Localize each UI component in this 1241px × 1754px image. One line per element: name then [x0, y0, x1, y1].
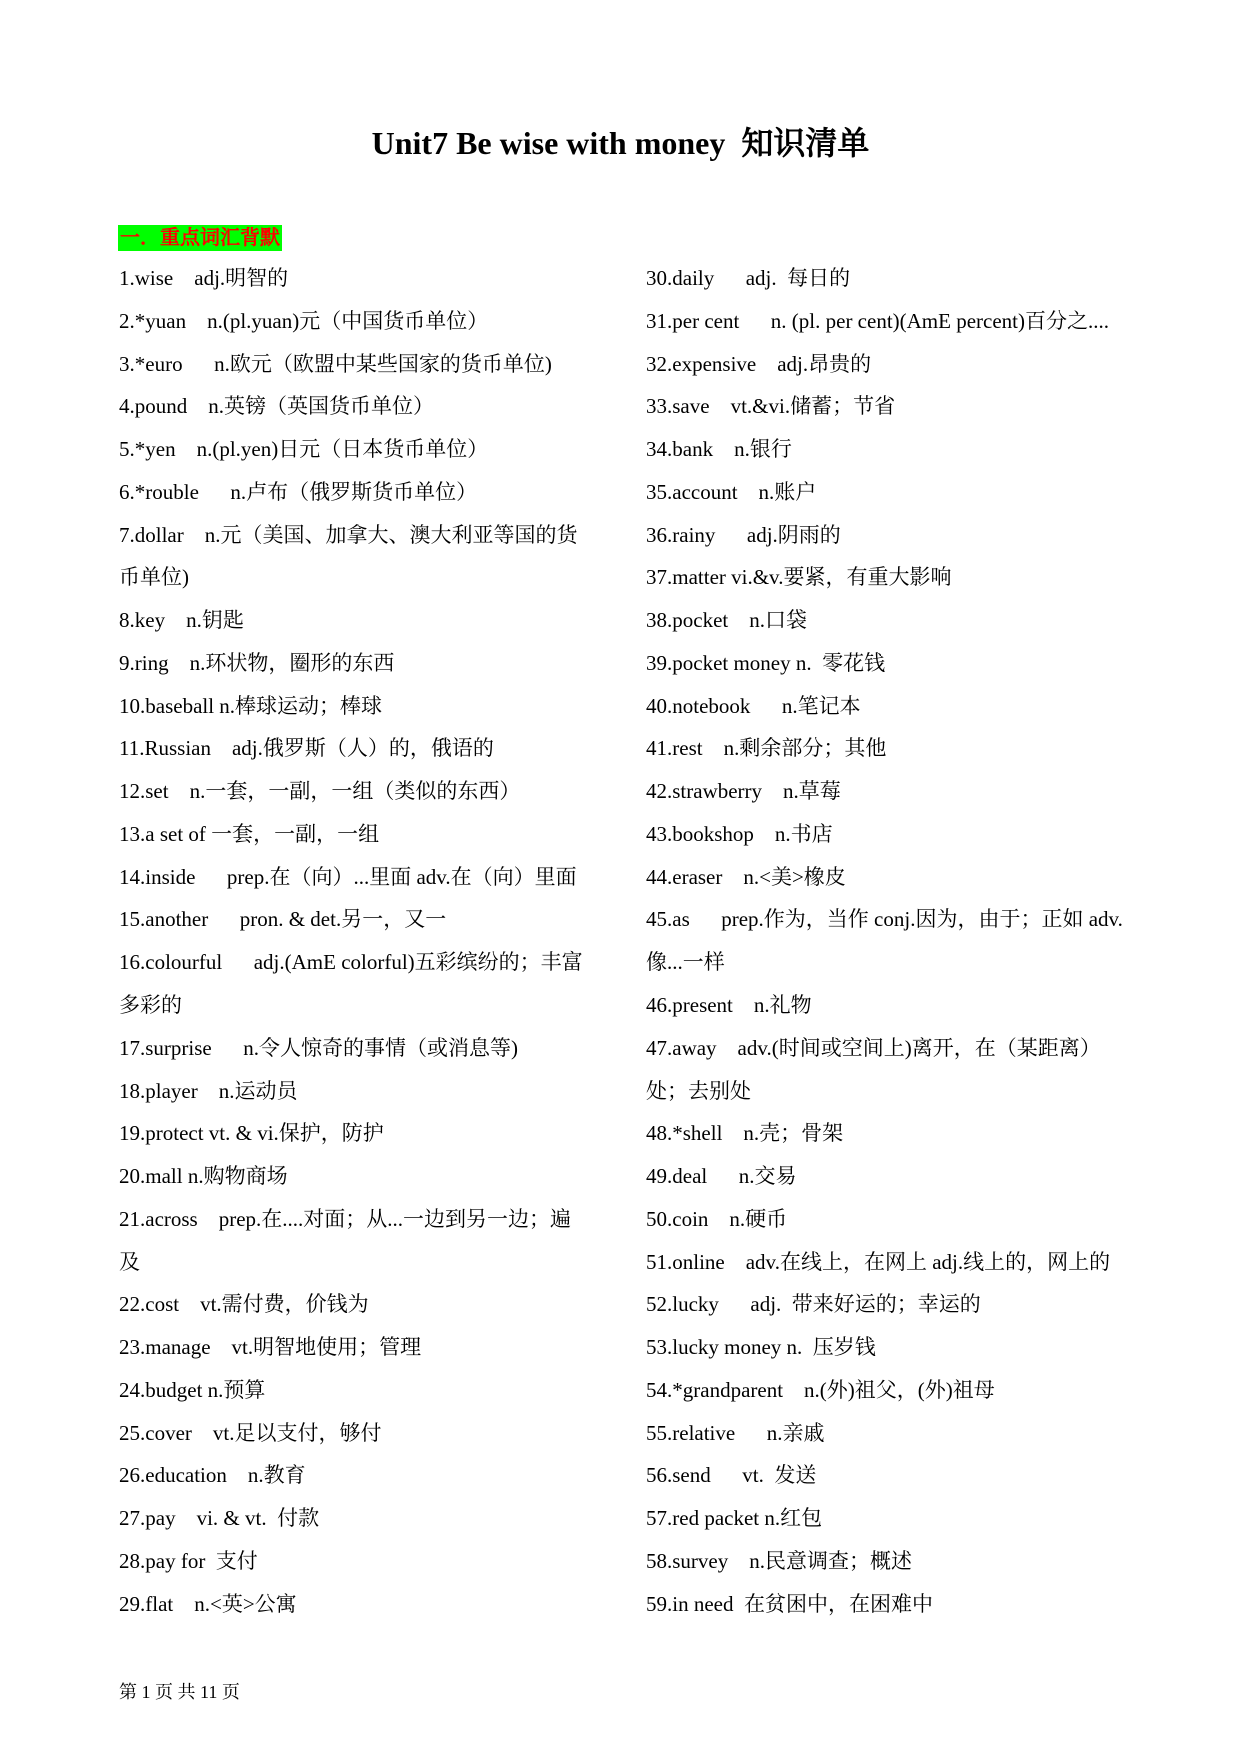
vocab-item: [646, 599, 1134, 642]
vocab-item: [646, 898, 1134, 984]
vocab-item-text: 6.*rouble n.卢布（俄罗斯货币单位）: [119, 479, 478, 504]
vocab-item-text: 33.save vt.&vi.储蓄；节省: [646, 394, 896, 419]
vocab-item-text: 18.player n.运动员: [119, 1078, 298, 1103]
vocab-item-text: 28.pay for 支付: [119, 1548, 258, 1573]
vocab-item-text: 52.lucky adj. 带来好运的；幸运的: [646, 1292, 981, 1317]
vocab-item: [119, 1155, 607, 1198]
vocab-item: [646, 385, 1134, 428]
vocab-item-text: 1.wise adj.明智的: [119, 266, 289, 290]
vocab-item-text: 30.daily adj. 每日的: [646, 266, 851, 290]
vocab-item: [646, 1112, 1134, 1155]
vocab-item-continuation: 处；去别处: [646, 1078, 751, 1103]
vocab-item: [646, 1540, 1134, 1583]
vocab-item: [646, 556, 1134, 599]
vocab-item-text: 22.cost vt.需付费，价钱为: [119, 1292, 369, 1317]
vocab-item: [119, 856, 607, 899]
vocab-item: [119, 1283, 607, 1326]
vocab-item-text: 32.expensive adj.昂贵的: [646, 351, 872, 376]
vocab-item: [119, 1112, 607, 1155]
vocab-item: [646, 642, 1134, 685]
vocab-item: [646, 813, 1134, 856]
vocab-item-text: 25.cover vt.足以支付，够付: [119, 1420, 382, 1445]
vocab-item-text: 59.in need 在贫困中，在困难中: [646, 1591, 933, 1616]
vocab-item-text: 12.set n.一套，一副，一组（类似的东西）: [119, 779, 521, 804]
vocab-item: [119, 514, 607, 600]
vocab-item: [119, 1070, 607, 1113]
vocab-item-text: 16.colourful adj.(AmE colorful)五彩缤纷的；丰富: [119, 950, 583, 975]
vocab-item-text: 8.key n.钥匙: [119, 608, 244, 633]
vocab-item: [119, 428, 607, 471]
vocab-item-text: 51.online adv.在线上，在网上 adj.线上的，网上的: [646, 1249, 1111, 1274]
vocab-item: [646, 1027, 1134, 1113]
vocab-item-text: 14.inside prep.在（向）...里面 adv.在（向）里面: [119, 864, 577, 889]
vocab-item-text: 10.baseball n.棒球运动；棒球: [119, 693, 383, 718]
vocab-item: [119, 1583, 607, 1626]
vocab-item-text: 35.account n.账户: [646, 479, 817, 504]
vocab-item-text: 19.protect vt. & vi.保护，防护: [119, 1121, 384, 1146]
vocab-item: [646, 1497, 1134, 1540]
vocab-item: [646, 1241, 1134, 1284]
vocab-item: [119, 1540, 607, 1583]
vocab-item-text: 17.surprise n.令人惊奇的事情（或消息等): [119, 1035, 518, 1060]
vocab-item-text: 48.*shell n.壳；骨架: [646, 1121, 844, 1146]
vocab-item: [646, 984, 1134, 1027]
vocab-item-text: 23.manage vt.明智地使用；管理: [119, 1335, 422, 1360]
vocab-item: [646, 343, 1134, 386]
vocab-item: [646, 257, 1134, 300]
vocab-item-text: 47.away adv.(时间或空间上)离开，在（某距离）: [646, 1035, 1101, 1060]
vocab-item: [646, 428, 1134, 471]
vocab-column-right: [646, 257, 1134, 1626]
vocab-item-text: 9.ring n.环状物，圈形的东西: [119, 650, 395, 675]
vocab-item: [646, 1454, 1134, 1497]
vocab-item: [646, 514, 1134, 557]
vocab-item: [646, 685, 1134, 728]
vocab-item: [646, 770, 1134, 813]
page-footer: 第 1 页 共 11 页: [119, 1682, 240, 1702]
vocab-item-text: 53.lucky money n. 压岁钱: [646, 1335, 876, 1360]
vocab-item-text: 24.budget n.预算: [119, 1377, 266, 1402]
vocab-item-text: 37.matter vi.&v.要紧，有重大影响: [646, 565, 952, 590]
vocab-item: [119, 941, 607, 1027]
vocab-item-text: 44.eraser n.<美>橡皮: [646, 864, 846, 889]
vocab-item-text: 38.pocket n.口袋: [646, 608, 807, 633]
vocab-item: [119, 300, 607, 343]
vocab-item: [646, 1283, 1134, 1326]
vocab-item-continuation: 像...一样: [646, 950, 725, 975]
vocab-item: [119, 898, 607, 941]
vocab-item-text: 50.coin n.硬币: [646, 1206, 788, 1231]
vocab-item-text: 29.flat n.<英>公寓: [119, 1591, 297, 1616]
vocab-item: [119, 1497, 607, 1540]
vocab-item-text: 7.dollar n.元（美国、加拿大、澳大利亚等国的货: [119, 522, 578, 547]
vocab-item-text: 11.Russian adj.俄罗斯（人）的，俄语的: [119, 736, 494, 761]
vocab-item-text: 54.*grandparent n.(外)祖父，(外)祖母: [646, 1377, 995, 1402]
vocab-item-text: 36.rainy adj.阴雨的: [646, 522, 841, 547]
vocab-item-continuation: 及: [119, 1249, 140, 1274]
vocab-item-text: 43.bookshop n.书店: [646, 821, 833, 846]
vocab-item-text: 20.mall n.购物商场: [119, 1164, 288, 1189]
vocab-item: [119, 1027, 607, 1070]
vocab-item-text: 31.per cent n. (pl. per cent)(AmE percent)百分之....: [646, 308, 1110, 333]
vocab-item: [119, 813, 607, 856]
vocab-item: [119, 1412, 607, 1455]
vocab-item-text: 21.across prep.在....对面；从...一边到另一边；遍: [119, 1206, 572, 1231]
vocab-item: [119, 257, 607, 300]
vocab-item-text: 2.*yuan n.(pl.yuan)元（中国货币单位）: [119, 308, 489, 333]
vocab-item: [646, 1326, 1134, 1369]
vocab-item: [119, 727, 607, 770]
vocab-item-text: 40.notebook n.笔记本: [646, 693, 861, 718]
vocab-item: [646, 1369, 1134, 1412]
vocab-item-text: 49.deal n.交易: [646, 1164, 797, 1189]
vocab-item-continuation: 多彩的: [119, 993, 182, 1018]
section-heading: 一．重点词汇背默: [120, 227, 280, 249]
vocab-item-text: 5.*yen n.(pl.yen)日元（日本货币单位）: [119, 437, 489, 462]
vocab-item: [646, 300, 1134, 343]
vocab-item-text: 4.pound n.英镑（英国货币单位）: [119, 394, 434, 419]
vocab-item-text: 3.*euro n.欧元（欧盟中某些国家的货币单位): [119, 351, 552, 376]
vocab-item-text: 39.pocket money n. 零花钱: [646, 650, 886, 675]
vocab-item: [119, 471, 607, 514]
vocab-item-text: 27.pay vi. & vt. 付款: [119, 1506, 320, 1531]
vocab-item-text: 46.present n.礼物: [646, 993, 812, 1018]
vocab-item-text: 58.survey n.民意调查；概述: [646, 1548, 912, 1573]
vocab-item-text: 41.rest n.剩余部分；其他: [646, 736, 887, 761]
vocab-item: [119, 1454, 607, 1497]
vocab-item: [646, 1412, 1134, 1455]
vocab-column-left: [119, 257, 607, 1626]
vocab-item: [646, 1198, 1134, 1241]
vocab-item: [119, 385, 607, 428]
vocab-item-text: 45.as prep.作为，当作 conj.因为，由于；正如 adv.: [646, 907, 1123, 932]
page-title: Unit7 Be wise with money 知识清单: [371, 125, 870, 161]
vocab-item-text: 13.a set of 一套，一副，一组: [119, 821, 380, 846]
vocab-item: [119, 1369, 607, 1412]
vocab-item: [646, 1155, 1134, 1198]
vocab-item: [119, 1326, 607, 1369]
vocab-item-continuation: 币单位): [119, 565, 189, 590]
vocab-item-text: 26.education n.教育: [119, 1463, 306, 1488]
vocab-item: [646, 471, 1134, 514]
vocab-item: [646, 856, 1134, 899]
vocab-item: [646, 1583, 1134, 1626]
vocab-item-text: 15.another pron. & det.另一，又一: [119, 907, 447, 932]
vocab-item-text: 34.bank n.银行: [646, 437, 792, 462]
vocab-item-text: 57.red packet n.红包: [646, 1506, 823, 1531]
vocab-item: [646, 727, 1134, 770]
vocab-item-text: 56.send vt. 发送: [646, 1463, 817, 1488]
vocab-item-text: 55.relative n.亲戚: [646, 1420, 825, 1445]
vocab-item: [119, 1198, 607, 1284]
vocab-item: [119, 685, 607, 728]
vocab-item: [119, 770, 607, 813]
vocab-item: [119, 642, 607, 685]
vocab-item: [119, 599, 607, 642]
vocab-item: [119, 343, 607, 386]
vocab-item-text: 42.strawberry n.草莓: [646, 779, 841, 804]
